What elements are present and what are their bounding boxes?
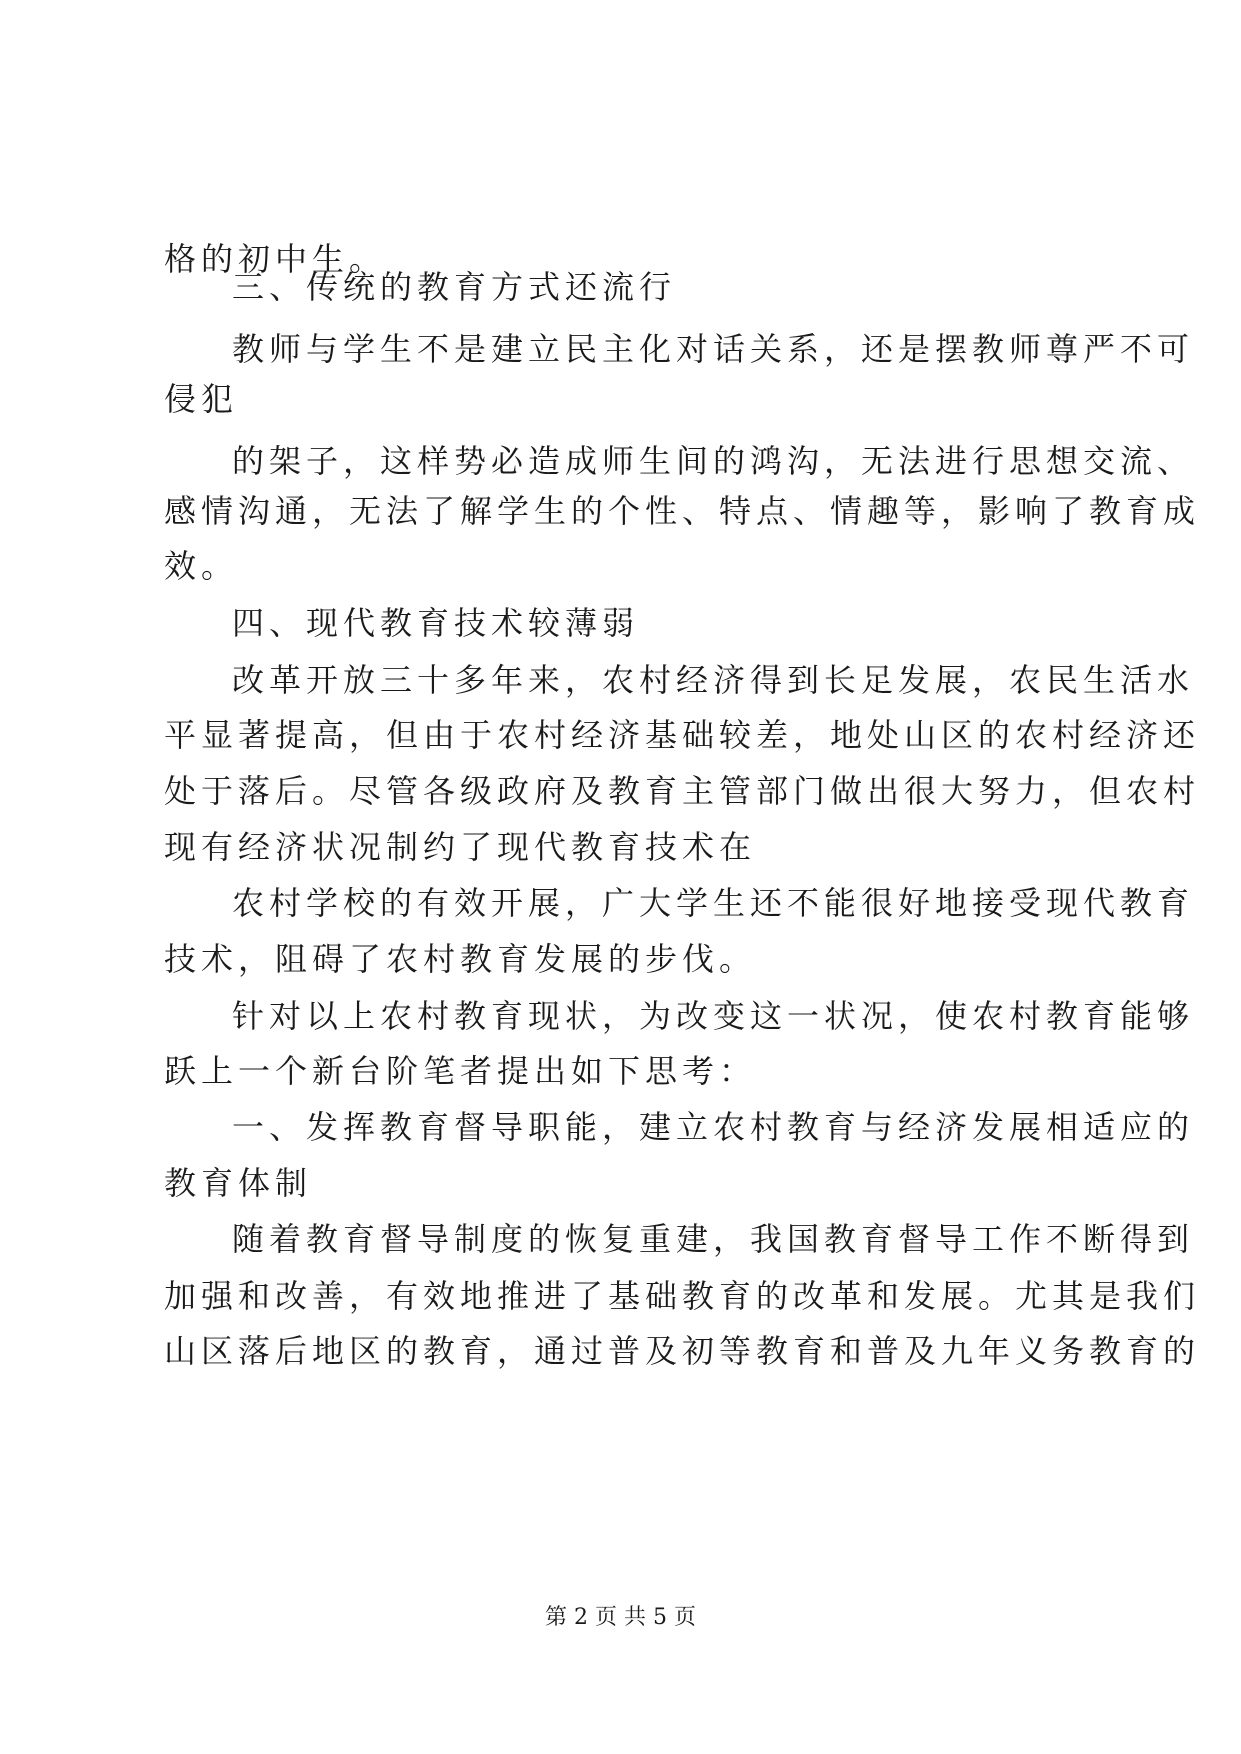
text-line: 跃上一个新台阶笔者提出如下思考： <box>164 1052 757 1090</box>
text-line: 技术，阻碍了农村教育发展的步伐。 <box>164 940 757 978</box>
text-line: 现有经济状况制约了现代教育技术在 <box>164 828 757 866</box>
text-line: 针对以上农村教育现状，为改变这一状况，使农村教育能够 <box>232 997 1195 1035</box>
text-line: 教师与学生不是建立民主化对话关系，还是摆教师尊严不可 <box>232 330 1195 368</box>
text-line: 的架子，这样势必造成师生间的鸿沟，无法进行思想交流、 <box>232 442 1195 480</box>
text-line: 加强和改善，有效地推进了基础教育的改革和发展。尤其是我们 <box>164 1277 1201 1315</box>
text-line: 感情沟通，无法了解学生的个性、特点、情趣等，影响了教育成 <box>164 492 1201 530</box>
text-line: 效。 <box>164 547 239 585</box>
page-number-footer: 第 2 页 共 5 页 <box>545 1605 696 1630</box>
text-line: 格的初中生。 <box>164 240 387 278</box>
text-line: 改革开放三十多年来，农村经济得到长足发展，农民生活水 <box>232 661 1195 699</box>
text-line: 侵犯 <box>164 380 239 418</box>
text-line: 处于落后。尽管各级政府及教育主管部门做出很大努力，但农村 <box>164 772 1201 810</box>
text-line: 农村学校的有效开展，广大学生还不能很好地接受现代教育 <box>232 884 1195 922</box>
section-heading: 四、现代教育技术较薄弱 <box>232 604 640 642</box>
text-line: 山区落后地区的教育，通过普及初等教育和普及九年义务教育的 <box>164 1332 1201 1370</box>
section-heading: 三、传统的教育方式还流行 <box>232 268 677 306</box>
text-line: 平显著提高，但由于农村经济基础较差，地处山区的农村经济还 <box>164 716 1201 754</box>
text-line: 随着教育督导制度的恢复重建，我国教育督导工作不断得到 <box>232 1220 1195 1258</box>
section-heading-continued: 教育体制 <box>164 1164 313 1202</box>
section-heading: 一、发挥教育督导职能，建立农村教育与经济发展相适应的 <box>232 1108 1195 1146</box>
